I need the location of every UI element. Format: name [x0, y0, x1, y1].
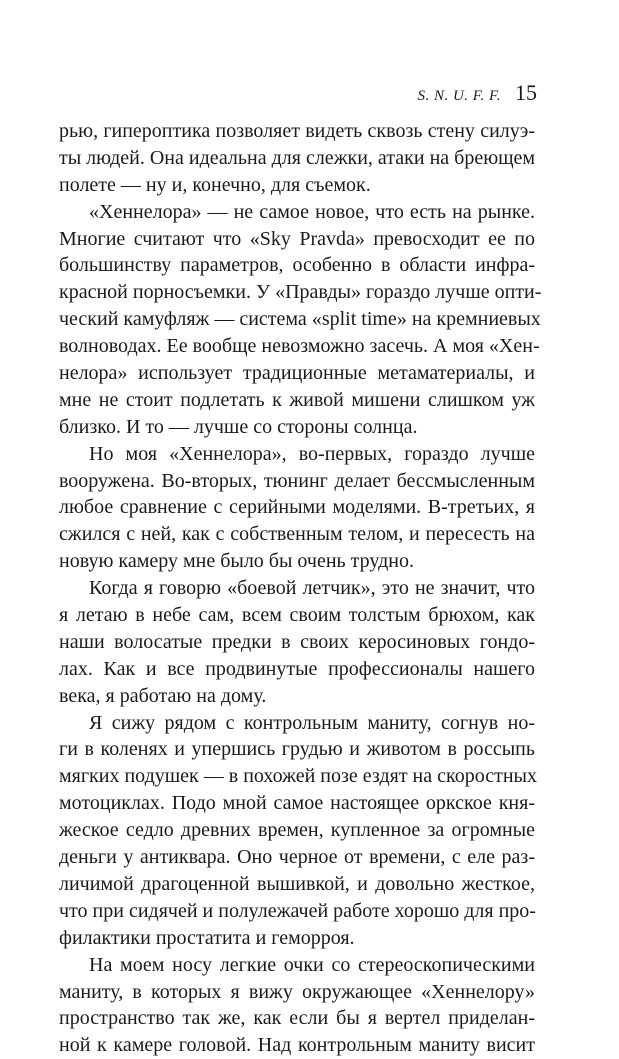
text-line: личимой драгоценной вышивкой, и довольно жесткое,: [59, 872, 535, 895]
text-line: мотоциклах. Подо мной самое настоящее оркское кня-: [59, 792, 535, 815]
text-line: филактики простатита и геморроя.: [59, 926, 355, 949]
text-line: «Хеннелора» — не самое новое, что есть на рынке.: [89, 200, 535, 223]
running-head: [417, 80, 537, 106]
paragraph: [59, 710, 535, 952]
text-line: полете — ну и, конечно, для съемок.: [59, 173, 371, 196]
text-line: что при сидячей и полулежачей работе хорошо для про-: [59, 899, 536, 922]
text-line: Многие считают что «Sky Pravda» превосходит ее по: [59, 227, 535, 250]
paragraph: [59, 199, 542, 441]
text-line: Но моя «Хеннелора», во-первых, гораздо лучше: [89, 442, 535, 465]
text-line: нелора» использует традиционные метаматериалы, и: [59, 362, 535, 385]
page-number: 15: [515, 80, 537, 105]
body-text: [59, 118, 542, 1059]
paragraph: [59, 441, 535, 575]
text-line: деньги у антиквара. Оно черное от времени, с еле раз-: [59, 846, 535, 869]
text-line: ческий камуфляж — система «split time» на кремниевых: [59, 308, 541, 331]
text-line: вооружена. Во-вторых, тюнинг делает бессмысленным: [59, 469, 535, 492]
text-line: наши волосатые предки в своих керосиновых гондо-: [59, 630, 535, 653]
text-line: близко. И то — лучше со стороны солнца.: [59, 415, 418, 438]
text-line: лах. Как и все продвинутые профессионалы нашего: [59, 657, 535, 680]
text-line: На моем носу легкие очки со стереоскопическими: [89, 953, 535, 976]
text-line: красной порносъемки. У «Правды» гораздо лучше опти-: [59, 281, 542, 304]
text-line: жеское седло древних времен, купленное за огромные: [59, 819, 535, 842]
text-line: века, я работаю на дому.: [59, 684, 267, 707]
paragraph: [59, 952, 535, 1059]
text-line: ги в коленях и упершись грудью и животом в россыпь: [59, 738, 535, 761]
text-line: мягких подушек — в похожей позе ездят на скоростных: [59, 765, 537, 788]
text-line: мне не стоит подлетать к живой мишени слишком уж: [59, 388, 535, 411]
text-line: я летаю в небе сам, всем своим толстым брюхом, как: [59, 604, 535, 627]
text-line: Когда я говорю «боевой летчик», это не значит, что: [89, 577, 535, 600]
text-line: новую камеру мне было бы очень трудно.: [59, 550, 414, 573]
text-line: сжился с ней, как с собственным телом, и пересесть на: [59, 523, 535, 546]
text-line: большинству параметров, особенно в области инфра-: [59, 254, 535, 277]
text-line: ной к камере головой. Над контрольным маниту висит: [59, 1034, 535, 1057]
text-line: ты людей. Она идеальна для слежки, атаки на бреющем: [59, 146, 536, 169]
text-line: волноводах. Ее вообще невозможно засечь. А моя «Хен-: [59, 335, 540, 358]
text-line: Я сижу рядом с контрольным маниту, согнув но-: [89, 711, 535, 734]
paragraph: [59, 575, 535, 709]
text-line: любое сравнение с серийными моделями. В-третьих, я: [59, 496, 535, 519]
text-line: маниту, в которых я вижу окружающее «Хеннелору»: [59, 980, 535, 1003]
running-title: S. N. U. F. F.: [417, 88, 501, 104]
text-line: пространство так же, как если бы я вертел приделан-: [59, 1007, 535, 1030]
paragraph: [59, 118, 535, 199]
text-line: рью, гипероптика позволяет видеть сквозь стену силуэ-: [59, 120, 535, 142]
